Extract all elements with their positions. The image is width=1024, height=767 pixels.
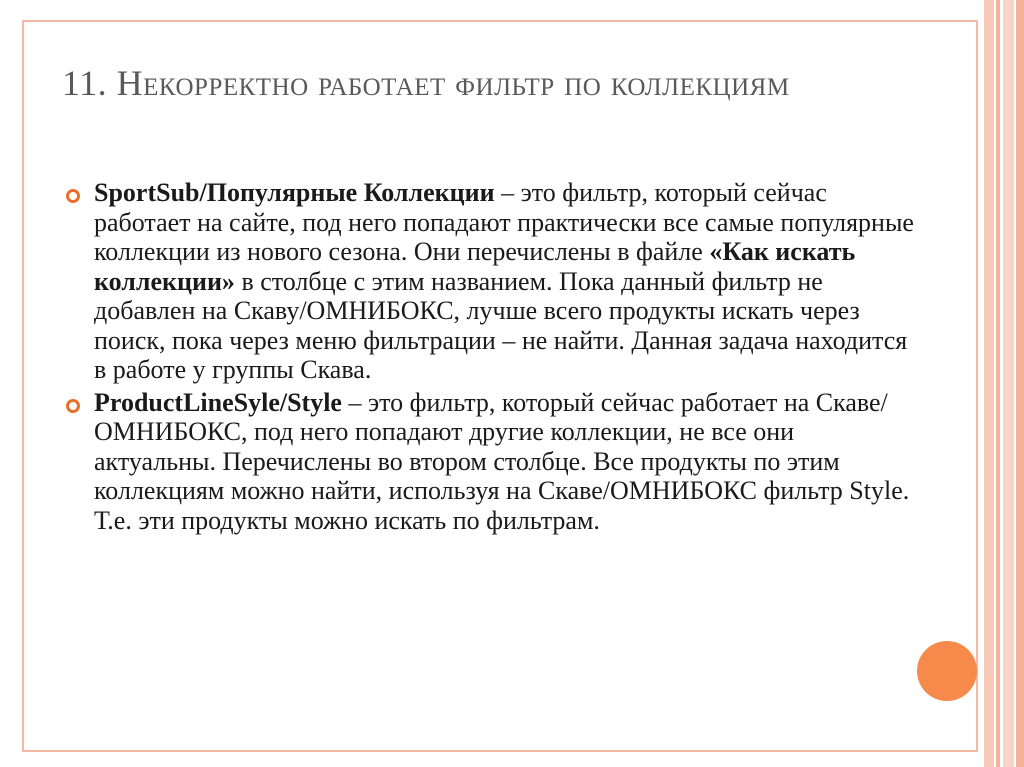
ring-bullet-icon	[66, 189, 80, 203]
bullet-bold-lead: SportSub/Популярные Коллекции	[94, 178, 495, 207]
decor-stripe	[984, 0, 994, 767]
bullet-text: – это фильтр, который сейчас работает на Скаве/ОМНИБОКС, под него попадают другие коллекции, не все они актуальны. Перечислены во втором столбце. Все продукты по этим коллекциям можно найти, используя на Скаве/ОМНИБОКС фильтр Style. Т.е. эти продукты можно искать по фильтрам.	[94, 387, 910, 535]
slide-title: 11. Некорректно работает фильтр по коллекциям	[62, 63, 790, 103]
ring-bullet-icon	[66, 399, 80, 413]
bullet-bold-file: «Как искать коллекции»	[94, 237, 856, 296]
decor-stripe	[1003, 0, 1014, 767]
decor-stripe	[996, 0, 1000, 767]
bullet-item-sportsub	[62, 178, 922, 385]
bullet-text: в столбце с этим названием. Пока данный фильтр не добавлен на Скаву/ОМНИБОКС, лучше всего продукты искать через поиск, пока через меню фильтрации – не найти. Данная задача находится в работе у группы Скава.	[94, 266, 908, 384]
decor-circle	[917, 641, 977, 701]
bullet-text: – это фильтр, который сейчас работает на сайте, под него попадают практически все самые популярные коллекции из нового сезона. Они перечислены в файле	[94, 178, 914, 266]
bullet-bold-lead: ProductLineSyle/Style	[94, 387, 342, 417]
decor-stripe	[1016, 0, 1024, 767]
bullet-list	[62, 178, 922, 538]
bullet-item-productline	[62, 388, 922, 536]
